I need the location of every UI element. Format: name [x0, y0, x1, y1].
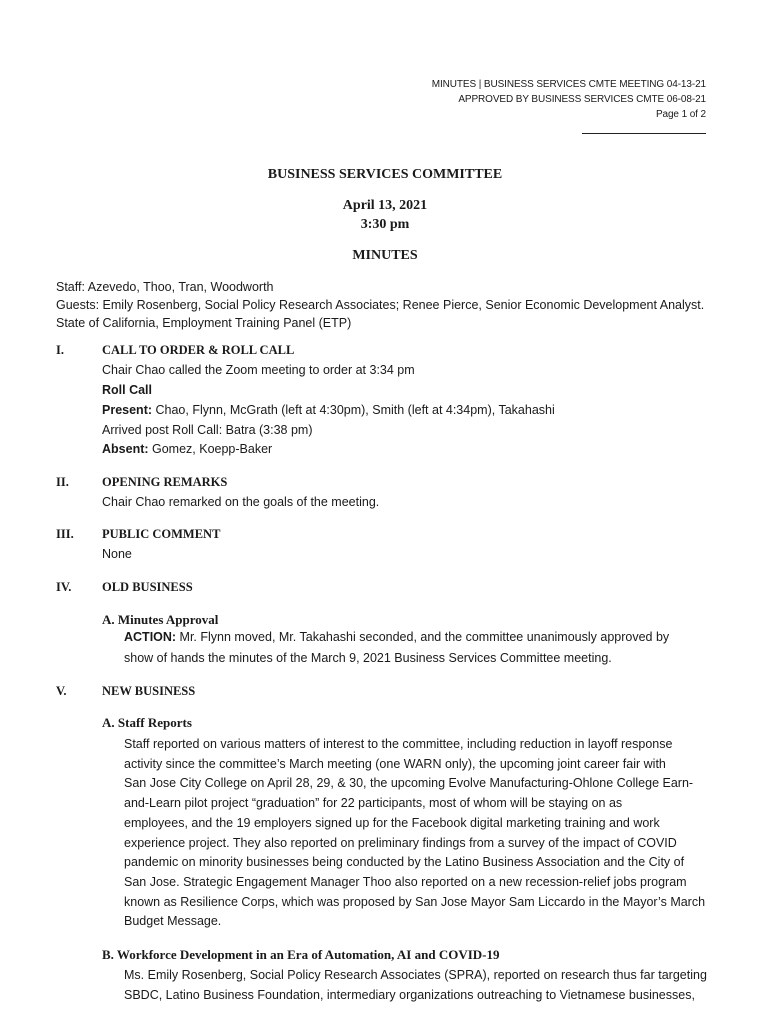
- action-text: Mr. Flynn moved, Mr. Takahashi seconded, and the committee unanimously approved by: [176, 630, 670, 644]
- paragraph-line: San Jose. Strategic Engagement Manager Thoo also reported on a new recession-relief jobs program: [124, 874, 687, 889]
- committee-title: BUSINESS SERVICES COMMITTEE: [267, 167, 503, 182]
- absent-label: Absent:: [102, 442, 149, 456]
- section-1-number: I.: [56, 343, 64, 357]
- paragraph-line: activity since the committee’s March meeting (one WARN only), the upcoming joint career fair with: [124, 756, 666, 771]
- paragraph-line: Budget Message.: [124, 914, 222, 929]
- staff-reports-heading: A. Staff Reports: [102, 715, 192, 730]
- minutes-approval-heading: A. Minutes Approval: [102, 612, 219, 627]
- action-line-1: [124, 630, 669, 644]
- roll-call-heading: Roll Call: [102, 383, 153, 397]
- paragraph-line: Staff reported on various matters of interest to the committee, including reduction in layoff response: [124, 737, 673, 751]
- call-to-order-text: Chair Chao called the Zoom meeting to order at 3:34 pm: [102, 363, 415, 377]
- header-approved-line: APPROVED BY BUSINESS SERVICES CMTE 06-08-21: [458, 94, 706, 105]
- staff-line: Staff: Azevedo, Thoo, Tran, Woodworth: [56, 280, 274, 294]
- header-page-number: Page 1 of 2: [655, 109, 706, 120]
- paragraph-line: employees, and the 19 employers signed up for the Facebook digital marketing training and work: [124, 815, 660, 830]
- attendees-block: [56, 278, 704, 332]
- section-4-number: IV.: [56, 580, 72, 594]
- present-names: Chao, Flynn, McGrath (left at 4:30pm), Smith (left at 4:34pm), Takahashi: [152, 403, 555, 417]
- action-line-2: show of hands the minutes of the March 9, 2021 Business Services Committee meeting.: [124, 651, 612, 665]
- guests-line-cont: State of California, Employment Training Panel (ETP): [56, 316, 352, 330]
- paragraph-line: known as Resilience Corps, which was proposed by San Jose Mayor Sam Liccardo in the Mayor’s March: [124, 894, 706, 909]
- meeting-date: April 13, 2021: [342, 198, 428, 213]
- section-2-number: II.: [56, 475, 69, 489]
- present-label: Present:: [102, 403, 153, 417]
- paragraph-line: San Jose City College on April 28, 29, & 30, the upcoming Evolve Manufacturing-Ohlone College Earn-: [124, 776, 694, 791]
- paragraph-line: pandemic on minority businesses being conducted by the Latino Business Association and the City of: [124, 855, 685, 870]
- section-3-number: III.: [56, 527, 74, 541]
- paragraph-line: experience project. They also reported on preliminary findings from a survey of the impact of COVID: [124, 835, 677, 850]
- arrived-line: Arrived post Roll Call: Batra (3:38 pm): [102, 423, 313, 437]
- paragraph-line: SBDC, Latino Business Foundation, intermediary organizations outreaching to Vietnamese businesses,: [124, 987, 695, 1002]
- document-type: MINUTES: [352, 248, 418, 263]
- workforce-development-heading: B. Workforce Development in an Era of Automation, AI and COVID-19: [102, 947, 500, 962]
- absent-line: [102, 442, 272, 456]
- workforce-development-paragraph: [124, 966, 708, 1005]
- paragraph-line: Ms. Emily Rosenberg, Social Policy Research Associates (SPRA), reported on research thus far targeting: [124, 968, 707, 982]
- document-header: [432, 77, 706, 134]
- section-1-title: CALL TO ORDER & ROLL CALL: [102, 343, 295, 357]
- opening-remarks-text: Chair Chao remarked on the goals of the meeting.: [102, 495, 380, 509]
- staff-reports-paragraph: [124, 735, 708, 932]
- section-5-title: NEW BUSINESS: [102, 684, 196, 698]
- header-minutes-line: MINUTES | BUSINESS SERVICES CMTE MEETING 04-13-21: [431, 79, 706, 90]
- section-4-title: OLD BUSINESS: [102, 580, 193, 594]
- meeting-time: 3:30 pm: [360, 217, 410, 232]
- present-line: [102, 403, 555, 417]
- absent-names: Gomez, Koepp-Baker: [148, 442, 273, 456]
- section-5-number: V.: [56, 684, 67, 698]
- public-comment-text: None: [102, 547, 132, 561]
- section-3-title: PUBLIC COMMENT: [102, 527, 221, 541]
- guests-line: Guests: Emily Rosenberg, Social Policy Research Associates; Renee Pierce, Senior Economic Development Analyst.: [56, 298, 705, 312]
- section-2-title: OPENING REMARKS: [102, 475, 228, 489]
- action-label: ACTION:: [124, 630, 177, 644]
- paragraph-line: and-Learn pilot project “graduation” for 22 participants, most of whom will be staying on as: [124, 796, 623, 811]
- header-signature-rule: [582, 133, 706, 134]
